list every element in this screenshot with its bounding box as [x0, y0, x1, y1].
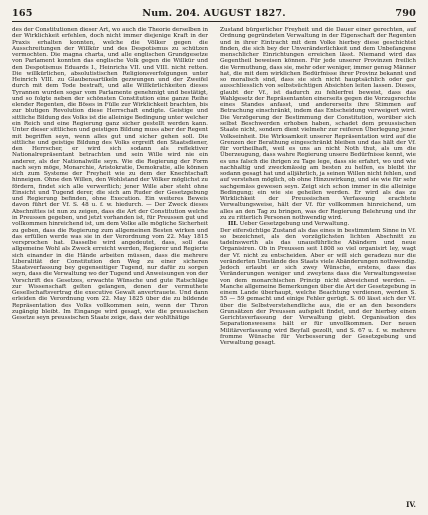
page-header: [12, 6, 416, 22]
section-title: Ueber Gesetzgebung und Verwaltung.: [239, 221, 350, 228]
page-number-right: 790: [395, 8, 416, 19]
next-section-mark: IV.: [406, 500, 416, 509]
section-number: III.: [228, 221, 238, 228]
header-rule: [12, 21, 416, 22]
right-column: [220, 27, 416, 347]
journal-issue-title: Num. 204. AUGUST 1827.: [142, 8, 286, 19]
section-paragraph: Der eifersüchtige Zustand als das eines in bestimmtem Sinne in Vf. so bezeichnet, als den vorzüglichsten lichten Abschnitt zu tadelnswerth als das unausführliche Abändern und neue Organisiren. Ob in Preussen seit 1808 so viel organisirt ley, wagt der Vf. nicht zu entscheiden. Aber er will sich geradezu nur die veränderten Umstände des Staats viele Abänderungen nothwendig. Jedoch erlaubt er sich zwey Wünsche, erstens, dass das Veränderungen weniger und zweytens dass die Verwaltungsweise von dem monarchischen Princip nicht abweichend werden. — Manche allgemeine Bemerkungen über die Art der Gesetzgebung in einem Lande überhaupt, welche Beachtung verdienen, werden S. 55 — 59 gemacht und einige Fehler gerügt. S. 60 lässt sich der Vf. über die Selbstverstehendliche aus, die er an den besonders Grunsätzen der Preussen aufspielt findet, und der hierbey einen Gerichtsverfassung der Verwaltung giebt. Organisation des Separationswesens hält er für unvollkommen. Der neuen Militärverfassung wird Beyfall gezollt, und S. 67 u. f. w. mehrere fromme Wünsche für Verbesserung der Gesetzgebung und Verwaltung gesagt.: [220, 227, 416, 347]
left-column: [12, 27, 208, 321]
left-column-paragraph: des der Constitutionen dieser Art, wo auch die Theorie derselben in der Wirklichkeit erfehlen, doch nicht immer diejenige Kraft in der Praxis erhalten konnten, welche die Völker gegen die Ausschreitungen der Willkür und des Despotismus zu schützen vermochten. Die magna charta, und alle englischen Grundgesetze von Parlament konnten das englische Volk gegen die Willkür und den Despotismus Eduards I., Heinrichs VII. und VIII. nicht retten. Die willkürlichen, absolutistischen Religionsverfolgungen unter Heinrich VIII. zu Glaubensartikeln gezwungen und der Zweifel durch mit dem Tode bestraft, und alle Willkürlichkeiten dieses Tyrannen wurden sogar vom Parlamente genehmigt und bestätigt, und so folgte neben der schönsten Constitution eine ganze Reihe elender Regenten, die Böses in Fülle zur Wirklichkeit brachten, bis zur blutigen Revolution diese Herrschaft endigte. Geistige und sittliche Bildung des Volks ist die alleinige Bedingung unter welcher ein Reich und eine Regierung ganz sicher gestellt werden kann. Unter dieser sittlichen und geistigen Bildung muss aber der Regent mit begriffen seyn, wenn alles gut und sicher gehen soll. Die sittliche und geistige Bildung des Volks ergreift den Staatsdiener, den Herrscher, er wird sich sodann als reflektiver Nationalrepräsentant betrachten und sein Wille wird nie ein anderer, als der Nationalwille seyn. Wie die Regierung der Form nach seyn möge, Monarchie, Aristokratie, Demokratie, alle können sich zum Systeme der Freyheit wie zu dem der Knechtschaft hinneigen. Ohne den Willen, den Wohlstand der Völker möglichst zu fördern, findet sich alle verwerflich; jener Wille aber steht ohne Einsicht und Tugend derer, die sich am Ruder der Gesetzgebung und Regierung befinden, ohne Execution. Ein weiteres Beweis davon führt der Vf. S. 48 u. f. w. hiedurch. — Der Zweck dieses Abschnittes ist nun zu zeigen, dass die Art der Constitution welche in Preussen gegeben, und jetzt vorhanden ist, für Preussen gut und vollkommen hinreichend ist, um dem Volke alle mögliche Sicherheit zu geben, dass die Regierung zum allgemeinen Besten wirken und das erfüllen werde was sie in der Verordnung vom 22. May 1815 versprochen hat. Dasselbe wird angedeutet, dass, soll das allgemeine Wohl als Zweck erreicht werden, Regierer und Regierte sich einander in die Hände arbeiten müssen, dass die mehrere Liberalität der Constitution den Weg zu einer sicheren Staatsverfassung bey gegenseitiger Tugend, nur dafür zu sorgen seyn, dass die Verwaltung wo der Tugend und Anweisungen von der Vorschrift des Gesetzes, erwachte Wünsche und gute Ratschläge zur Wissenschaft gelten gelangen, denen der vermuthete Gesellschaftsvertrag die executive Gewalt anvertrauete. Und dann erleiden die Verordnung vom 22. May 1825 über die zu bildende Repräsentation des Volks vollkommen sein, wenn der Thron zugängig bleibt. Im Eingange wird gesagt, wie die preussischen Gesetze seyn preussischen Staate zeige, dass der wohlthätige: [12, 27, 208, 322]
right-column-paragraph: Zustand bürgerlicher Freyheit und die Dauer einer gerechten, auf Ordnung gegründeten Verwaltung in der Eigenschaft der Regenten und in ihrer Eintracht mit dem Volke hierbey diese geschichtet finden, die sich bey der Unveränderlichkeit und dem Unbefangene menschlicher Einrichtungen erreichen lässt. Niemand wird das Gegentheil beweisen können. Für jede unserer Provinzen freilich die Vermuthung, dass sie, mehr oder weniger, immer genug Männer hat, die mit dem wirklichen Bedürfnisse ihrer Provinz bekannt und so moralisch sind, dass sie sich nicht hauptsächlich oder gar ausschliesslich von selbstsüchtigen Absichten leiten lassen. Dieses, glaubt der Vf., ist dadurch zu fehlerfrei beweist, dass das Wahlgesetz der Repräsentanten einerseits gegen die Vorzugsrechte eines Standes anfasst, und andererseits ihre Stimmen auf Betrachung einschränkt, indem das Entscheidung verweigert wird. Die Verzögerung der Bestimmung der Constitution, worüber sich selbst Beschwerden erhoben haben, schadet dem preussischen Staate nicht, sondern dient vielmehr zur reiferen Überlegung jener Volkseinheit. Die Wirksamkeit unserer Repräsentation wird auf die Grenzen der Berathung eingeschränkt bleiben und das hält der Vf. für vortheilhaft, weil es uns an nicht Noth thut, als um die Überzeugung, dass wahre Regierung unsere Bedürfnisse kennt, wie es uns falsch die ihrigen zu Tage lege, dass sie erfahrt, wo und wie nachhaltig und zweckmässig am besten zu helfen, es bleibt ihr sodann gesagt hat und alljährlich, ja seinen Willen nicht fehlen, und auf verstehen möglich, ob ohne Hinzuwirkung, und sie wie für sehr sachgemäss gewesen seyn. Zeigt sich schon immer in die alleinige Bedingung; ein wie sie geheilen werden. Er wird als das zu Wirklichkeit der Preussischen Verfassung erachtete Verwaltungsweise, hält der Vf. für vollkommen hinreichend, um alles an den Tag zu bringen, was der Regierung Belehrung und ihr zu zu ritterlich Personen nothwendig wird.: [220, 27, 416, 221]
page-number-left: 165: [12, 8, 33, 19]
